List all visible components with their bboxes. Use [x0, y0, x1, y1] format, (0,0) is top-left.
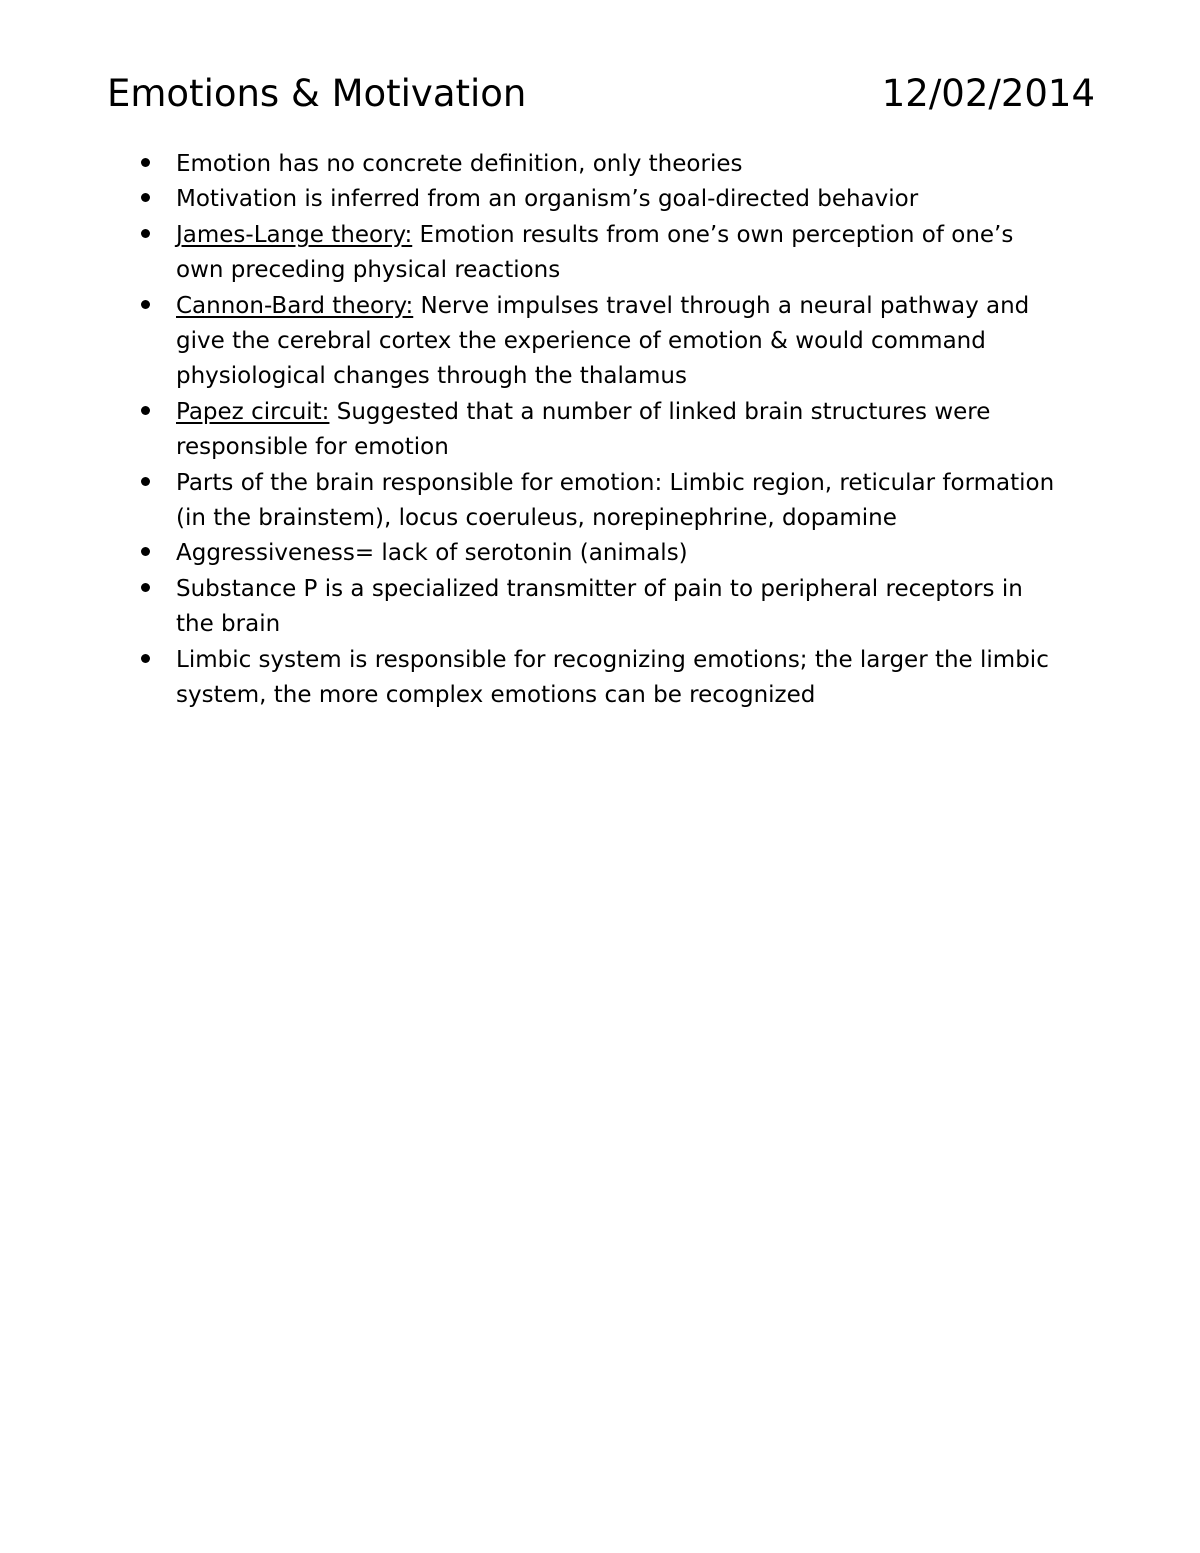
- note-item: [0, 466, 1066, 537]
- bullet-icon: [141, 300, 150, 309]
- note-item: [0, 643, 1066, 714]
- note-text: Nerve impulses travel through a neural pathway and give the cerebral cortex the experience of emotion & would command physiological changes through the thalamus: [176, 292, 1030, 390]
- note-text: Substance P is a specialized transmitter of pain to peripheral receptors in the brain: [176, 575, 1023, 638]
- note-term: Papez circuit:: [176, 398, 330, 425]
- note-item: [0, 147, 1066, 182]
- document-date: 12/02/2014: [881, 72, 1095, 115]
- bullet-icon: [141, 158, 150, 167]
- note-text: Emotion results from one’s own perception of one’s own preceding physical reactions: [176, 221, 1014, 284]
- bullet-icon: [141, 229, 150, 238]
- note-item: [0, 289, 1066, 395]
- note-item: [0, 218, 1066, 289]
- bullet-icon: [141, 547, 150, 556]
- note-text: Limbic system is responsible for recognizing emotions; the larger the limbic system, the more complex emotions can be recognized: [176, 646, 1049, 709]
- note-item: [0, 536, 1066, 571]
- bullet-icon: [141, 654, 150, 663]
- document-header: [107, 68, 1095, 120]
- note-text: Suggested that a number of linked brain structures were responsible for emotion: [176, 398, 991, 461]
- note-item: [0, 572, 1066, 643]
- note-term: James-Lange theory:: [176, 221, 413, 248]
- note-term: Cannon-Bard theory:: [176, 292, 414, 319]
- note-text: Emotion has no concrete definition, only theories: [176, 151, 743, 177]
- note-text: Parts of the brain responsible for emotion: Limbic region, reticular formation (in the brainstem), locus coeruleus, norepinephrine, dopamine: [176, 469, 1055, 532]
- bullet-icon: [141, 477, 150, 486]
- note-text: Aggressiveness= lack of serotonin (animals): [176, 540, 688, 567]
- document-title: Emotions & Motivation: [107, 72, 527, 115]
- bullet-icon: [141, 583, 150, 592]
- bullet-icon: [141, 406, 150, 415]
- bullet-icon: [141, 193, 150, 202]
- note-item: [0, 395, 1066, 466]
- note-item: [0, 182, 1066, 217]
- note-text: Motivation is inferred from an organism’s goal-directed behavior: [176, 186, 919, 213]
- notes-list: [0, 147, 1200, 714]
